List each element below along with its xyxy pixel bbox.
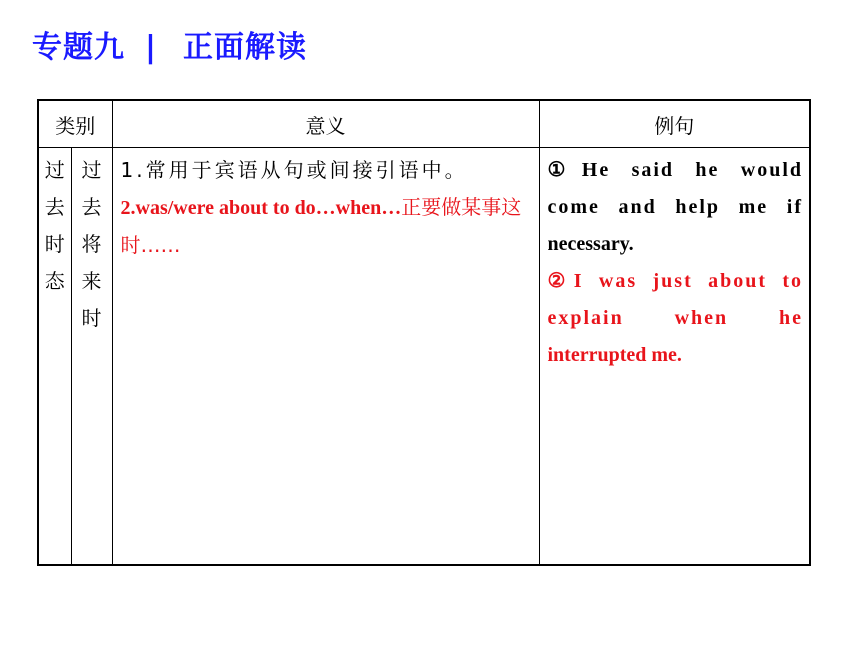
category-sub-cell [71,148,112,566]
header-example: 例句 [539,100,810,148]
example-1-line1: ①He said he would come and help me if [547,159,803,218]
meaning-2-pattern: 2.was/were about to do…when… [120,197,402,219]
table-row [38,148,810,566]
topic-label: 专题九 [32,30,125,65]
category-sub-char: 过 [81,158,102,182]
slide-title [32,22,307,66]
example-2-line1: ②I was just about to explain when he [547,270,803,329]
category-main-char: 态 [44,269,65,293]
subtitle-label: 正面解读 [182,30,307,65]
example-1-line2: necessary. [547,233,634,255]
meaning-cell [112,148,539,566]
category-main-char: 过 [44,158,65,182]
meaning-2-translation: 正要做某事这时…… [120,195,522,257]
category-sub-char: 去 [81,195,102,219]
category-sub-char: 来 [81,269,102,293]
grammar-table [37,99,811,566]
category-sub-char: 将 [81,232,102,256]
table-header-row [38,100,810,148]
meaning-2 [121,189,533,265]
category-main-cell [38,148,71,566]
header-meaning: 意义 [112,100,539,148]
header-category: 类别 [38,100,112,148]
category-main-char: 时 [44,232,65,256]
example-2-line2: interrupted me. [547,344,682,366]
category-main-char: 去 [44,195,65,219]
example-cell [539,148,810,566]
example-1 [548,152,804,263]
meaning-1: 1.常用于宾语从句或间接引语中。 [120,158,468,182]
example-2 [548,263,804,374]
category-sub-char: 时 [81,306,102,330]
title-separator: | [145,30,157,65]
